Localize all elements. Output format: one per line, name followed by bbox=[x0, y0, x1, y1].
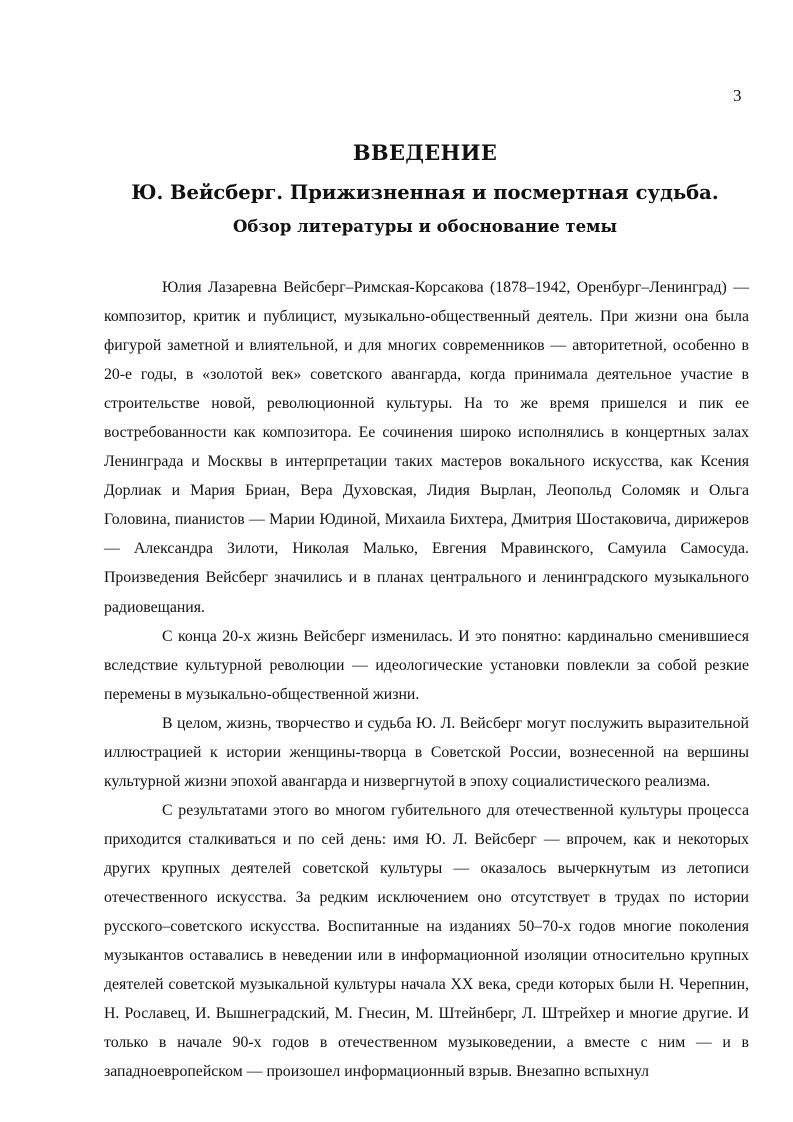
paragraph-2: С конца 20-х жизнь Вейсберг изменилась. И это понятно: кардинально сменившиеся вследствие культурной революции — идеологические установки повлекли за собой резкие перемены в музыкально-общественной жизни. bbox=[104, 627, 749, 703]
chapter-subtitle: Ю. Вейсберг. Прижизненная и посмертная судьба. bbox=[131, 181, 719, 204]
page-number: 3 bbox=[733, 86, 742, 105]
paragraph-3: В целом, жизнь, творчество и судьба Ю. Л. Вейсберг могут послужить выразительной иллюстрацией к истории женщины-творца в Советской России, вознесенной на вершины культурной жизни эпохой авангарда и низвергнутой в эпоху социалистического реализма. bbox=[104, 714, 749, 790]
paragraph-1: Юлия Лазаревна Вейсберг–Римская-Корсакова (1878–1942, Оренбург–Ленинград) — композитор, критик и публицист, музыкально-общественный деятель. При жизни она была фигурой заметной и влиятельной, и для многих современников — авторитетной, особенно в 20-е годы, в «золотой век» советского авангарда, когда принимала деятельное участие в строительстве новой, революционной культуры. На то же время пришелся и пик ее востребованности как композитора. Ее сочинения широко исполнялись в концертных залах Ленинграда и Москвы в интерпретации таких мастеров вокального искусства, как Ксения Дорлиак и Мария Бриан, Вера Духовская, Лидия Вырлан, Леопольд Соломяк и Ольга Головина, пианистов — Марии Юдиной, Михаила Бихтера, Дмитрия Шостаковича, дирижеров — Александра Зилоти, Николая Малько, Евгения Мравинского, Самуила Самосуда. Произведения Вейсберг значились и в планах центрального и ленинградского музыкального радиовещания. bbox=[104, 279, 749, 616]
paragraph-4: С результатами этого во многом губительного для отечественной культуры процесса приходится сталкиваться и по сей день: имя Ю. Л. Вейсберг — впрочем, как и некоторых других крупных деятелей советской культуры — оказалось вычеркнутым из летописи отечественного искусства. За редким исключением оно отсутствует в трудах по истории русского–советского искусства. Воспитанные на изданиях 50–70-х годов многие поколения музыкантов оставались в неведении или в информационной изоляции относительно крупных деятелей советской музыкальной культуры начала XX века, среди которых были Н. Черепнин, Н. Рославец, И. Вышнеградский, М. Гнесин, М. Штейнберг, Л. Штрейхер и многие другие. И только в начале 90-х годов в отечественном музыковедении, а вместе с ним — и в западноевропейском — произошел информационный взрыв. Внезапно вспыхнул bbox=[104, 801, 749, 1081]
section-heading: Обзор литературы и обоснование темы bbox=[232, 217, 618, 236]
chapter-title: ВВЕДЕНИЕ bbox=[352, 140, 498, 165]
body-text bbox=[104, 273, 749, 1086]
